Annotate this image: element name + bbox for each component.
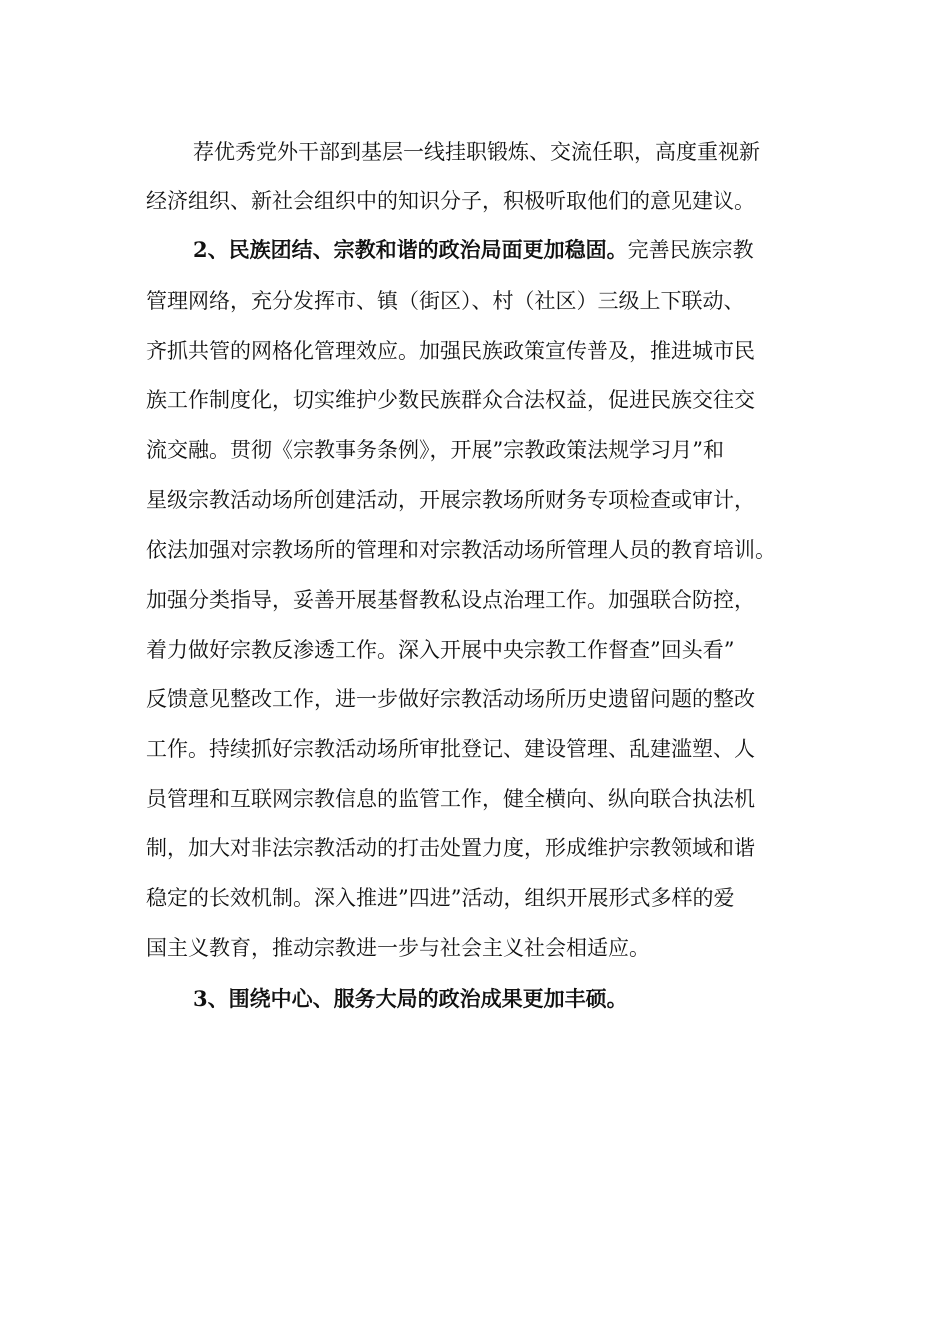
paragraph-line: 反馈意见整改工作，进一步做好宗教活动场所历史遗留问题的整改 <box>146 687 755 711</box>
paragraph-line: 着力做好宗教反渗透工作。深入开展中央宗教工作督查”回头看” <box>146 638 735 662</box>
paragraph-line: 制，加大对非法宗教活动的打击处置力度，形成维护宗教领域和谐 <box>146 836 755 860</box>
paragraph-line: 加强分类指导，妥善开展基督教私设点治理工作。加强联合防控， <box>146 588 755 612</box>
paragraph-line: 工作。持续抓好宗教活动场所审批登记、建设管理、乱建滥塑、人 <box>146 737 755 761</box>
section-2-line <box>193 232 883 268</box>
section-2-heading: 2、民族团结、宗教和谐的政治局面更加稳固。 <box>193 237 628 262</box>
paragraph-line: 员管理和互联网宗教信息的监管工作，健全横向、纵向联合执法机 <box>146 787 755 811</box>
paragraph-line: 族工作制度化，切实维护少数民族群众合法权益，促进民族交往交 <box>146 388 755 412</box>
paragraph-line: 依法加强对宗教场所的管理和对宗教活动场所管理人员的教育培训。 <box>146 538 776 562</box>
paragraph-line: 管理网络，充分发挥市、镇（街区）、村（社区）三级上下联动、 <box>146 289 745 313</box>
paragraph-line: 稳定的长效机制。深入推进”四进”活动，组织开展形式多样的爱 <box>146 886 735 910</box>
section-3-heading: 3、围绕中心、服务大局的政治成果更加丰硕。 <box>193 986 628 1011</box>
section-2-text: 完善民族宗教 <box>627 238 754 262</box>
paragraph-line: 国主义教育，推动宗教进一步与社会主义社会相适应。 <box>146 936 650 960</box>
paragraph-line: 齐抓共管的网格化管理效应。加强民族政策宣传普及，推进城市民 <box>146 339 755 363</box>
paragraph-line: 荐优秀党外干部到基层一线挂职锻炼、交流任职，高度重视新 <box>193 140 760 164</box>
paragraph-line: 经济组织、新社会组织中的知识分子，积极听取他们的意见建议。 <box>146 189 755 213</box>
paragraph-line: 星级宗教活动场所创建活动，开展宗教场所财务专项检查或审计， <box>146 488 755 512</box>
paragraph-line: 流交融。贯彻《宗教事务条例》，开展”宗教政策法规学习月”和 <box>146 438 724 462</box>
